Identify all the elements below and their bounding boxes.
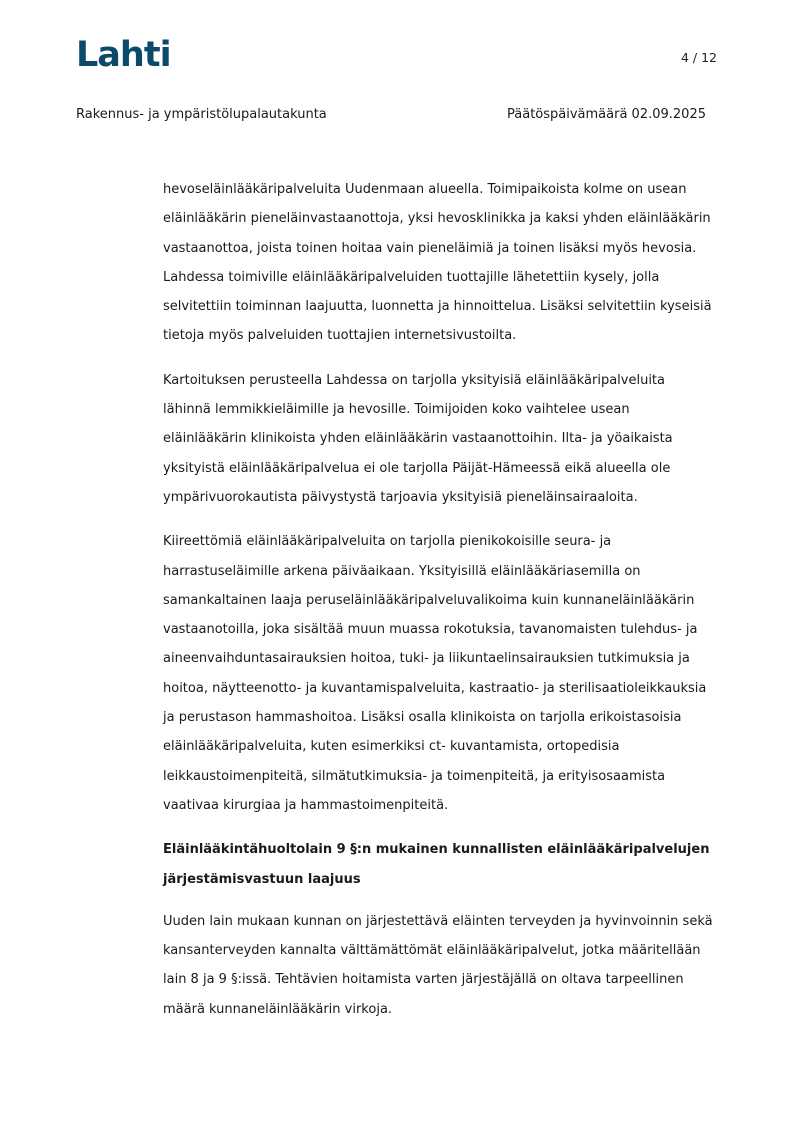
text-line: eläinlääkäripalveluita, kuten esimerkiksi ct- kuvantamista, ortopedisia [163,739,620,755]
text-line: aineenvaihduntasairauksien hoitoa, tuki- ja liikuntaelinsairauksien tutkimuksia ja [163,651,690,667]
text-line: vastaanottoa, joista toinen hoitaa vain pieneläimiä ja toinen lisäksi myös hevosia. [163,240,697,256]
committee-name: Rakennus- ja ympäristölupalautakunta [76,107,327,122]
text-line: vaativaa kirurgiaa ja hammastoimenpiteitä. [163,797,449,813]
lahti-logo: Lahti [76,35,171,75]
text-line: Kiireettömiä eläinlääkäripalveluita on tarjolla pienikokoisille seura- ja [163,534,612,550]
decision-date: Päätöspäivämäärä 02.09.2025 [507,107,706,122]
text-line: leikkaustoimenpiteitä, silmätutkimuksia- ja toimenpiteitä, ja erityisosaamista [163,768,666,784]
text-line: vastaanotoilla, joka sisältää muun muassa rokotuksia, tavanomaisten tulehdus- ja [163,622,698,638]
text-line: määrä kunnaneläinlääkärin virkoja. [163,1001,393,1017]
text-line: eläinlääkärin klinikoista yhden eläinlääkärin vastaanottoihin. Ilta- ja yöaikaista [163,431,673,447]
text-line: Uuden lain mukaan kunnan on järjestettävä eläinten terveyden ja hyvinvoinnin sekä [163,913,713,929]
paragraph [163,907,723,1024]
text-line: Kartoituksen perusteella Lahdessa on tarjolla yksityisiä eläinlääkäripalveluita [163,372,665,388]
paragraph [163,527,723,820]
heading-line: järjestämisvastuun laajuus [163,871,361,887]
text-line: kansanterveyden kannalta välttämättömät eläinlääkäripalvelut, jotka määritellään [163,943,701,959]
text-line: Lahdessa toimiville eläinlääkäripalveluiden tuottajille lähetettiin kysely, jolla [163,269,660,285]
page-number: 4 / 12 [680,50,717,65]
text-line: harrastuseläimille arkena päiväaikaan. Yksityisillä eläinlääkäriasemilla on [163,563,641,579]
section-heading [163,835,723,894]
document-body [163,175,723,1039]
text-line: tietoja myös palveluiden tuottajien internetsivustoilta. [163,328,517,344]
text-line: eläinlääkärin pieneläinvastaanottoja, yksi hevosklinikka ja kaksi yhden eläinlääkärin [163,211,711,227]
text-line: lähinnä lemmikkieläimille ja hevosille. Toimijoiden koko vaihtelee usean [163,402,630,418]
paragraph [163,366,723,512]
text-line: hoitoa, näytteenotto- ja kuvantamispalveluita, kastraatio- ja sterilisaatioleikkauksia [163,680,707,696]
text-line: ympärivuorokautista päivystystä tarjoavia yksityisiä pieneläinsairaaloita. [163,489,638,505]
text-line: samankaltainen laaja peruseläinlääkäripalveluvalikoima kuin kunnaneläinlääkärin [163,592,695,608]
text-line: yksityistä eläinlääkäripalvelua ei ole tarjolla Päijät-Hämeessä eikä alueella ole [163,460,671,476]
heading-line: Eläinlääkintähuoltolain 9 §:n mukainen kunnallisten eläinlääkäripalvelujen [163,842,710,858]
text-line: hevoseläinlääkäripalveluita Uudenmaan alueella. Toimipaikoista kolme on usean [163,182,687,197]
text-line: selvitettiin toiminnan laajuutta, luonnetta ja hinnoittelua. Lisäksi selvitettiin kyseisiä [163,299,712,315]
text-line: ja perustason hammashoitoa. Lisäksi osalla klinikoista on tarjolla erikoistasoisia [163,710,682,726]
text-line: lain 8 ja 9 §:issä. Tehtävien hoitamista varten järjestäjällä on oltava tarpeellinen [163,972,684,988]
paragraph [163,175,723,351]
